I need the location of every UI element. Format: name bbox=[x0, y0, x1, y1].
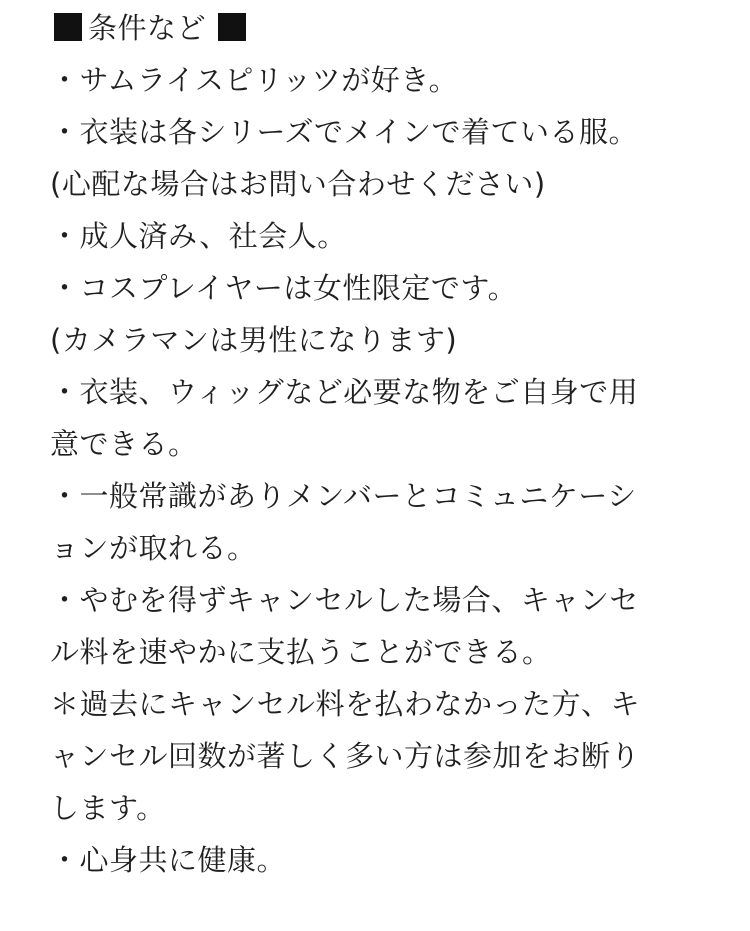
warning-line: ＊過去にキャンセル料を払わなかった方、キ bbox=[50, 687, 641, 721]
condition-line: ・成人済み、社会人。 bbox=[50, 219, 347, 253]
condition-line: ・サムライスピリッツが好き。 bbox=[50, 63, 459, 97]
conditions-document bbox=[50, 2, 740, 886]
condition-line: ・コスプレイヤーは女性限定です。 bbox=[50, 271, 518, 305]
section-heading bbox=[50, 2, 740, 54]
condition-line-continued: 意できる。 bbox=[50, 427, 198, 461]
condition-line: ・やむを得ずキャンセルした場合、キャンセ bbox=[50, 583, 639, 617]
condition-line: ・衣装、ウィッグなど必要な物をご自身で用 bbox=[50, 375, 639, 409]
condition-line-continued: ル料を速やかに支払うことができる。 bbox=[50, 635, 552, 669]
condition-note: (心配な場合はお問い合わせください) bbox=[50, 167, 546, 201]
condition-line-continued: ョンが取れる。 bbox=[50, 531, 257, 565]
warning-line-continued: ャンセル回数が著しく多い方は参加をお断り bbox=[50, 739, 641, 773]
condition-note: (カメラマンは男性になります) bbox=[50, 323, 458, 357]
condition-line: ・一般常識がありメンバーとコミュニケーシ bbox=[50, 479, 637, 513]
heading-text: 条件など bbox=[88, 11, 207, 45]
black-square-icon bbox=[54, 13, 82, 41]
condition-line: ・心身共に健康。 bbox=[50, 843, 287, 877]
warning-line-continued: します。 bbox=[50, 791, 166, 825]
black-square-icon bbox=[218, 13, 246, 41]
condition-line: ・衣装は各シリーズでメインで着ている服。 bbox=[50, 115, 638, 149]
